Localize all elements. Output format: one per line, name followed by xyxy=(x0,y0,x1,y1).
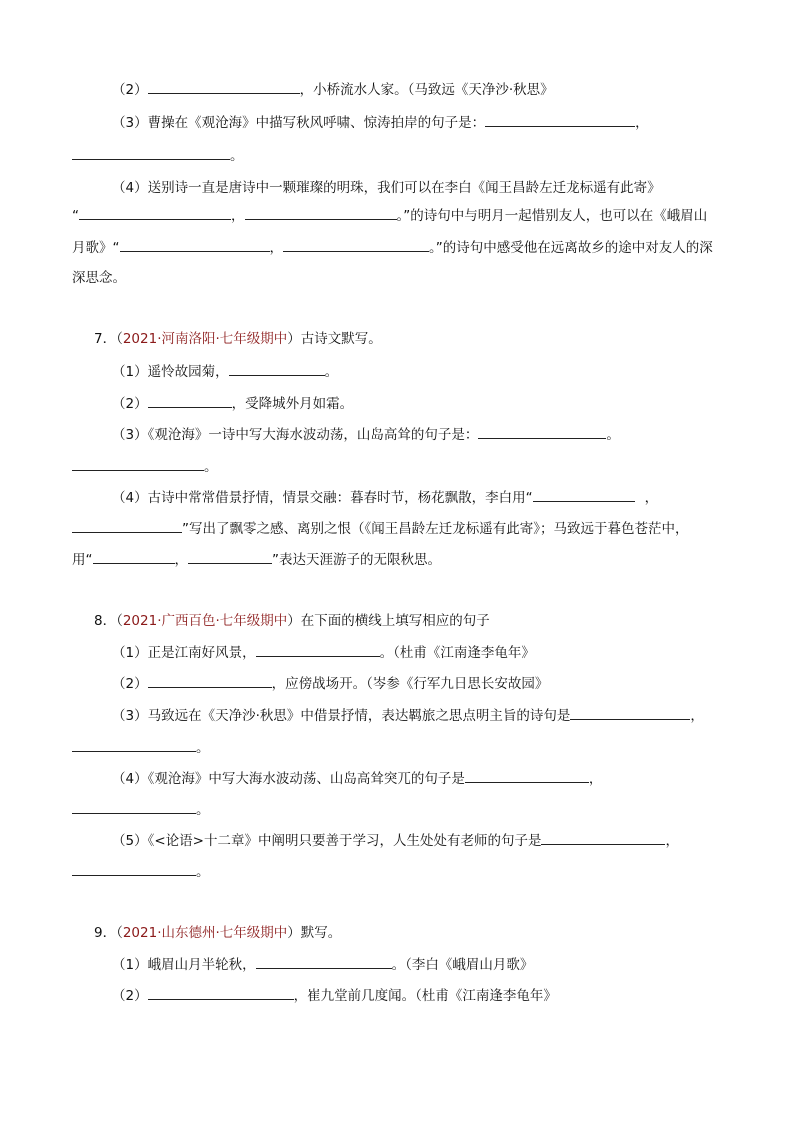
q6-line-5: “ ， 。”的诗句中与明月一起惜别友人，也可以在《峨眉山 xyxy=(72,208,708,224)
answer-blank[interactable] xyxy=(72,862,196,876)
answer-blank[interactable] xyxy=(148,80,300,94)
q8-line-5: （5）《<论语>十二章》中阐明只要善于学习，人生处处有老师的句子是 ， xyxy=(112,833,679,849)
answer-blank[interactable] xyxy=(570,706,690,720)
answer-blank[interactable] xyxy=(245,206,397,220)
q8-heading: 8．（2021·广西百色·七年级期中）在下面的横线上填写相应的句子 xyxy=(94,613,490,629)
q8-line-2: （2） ，应傍战场开。（岑参《行军九日思长安故园》 xyxy=(112,676,549,692)
q7-line-4: （4）古诗中常常借景抒情，情景交融：暮春时节，杨花飘散，李白用“ ， xyxy=(112,490,659,506)
answer-blank[interactable] xyxy=(256,643,380,657)
q6-line-4: （4）送别诗一直是唐诗中一颗璀璨的明珠，我们可以在李白《闻王昌龄左迁龙标遥有此寄》 xyxy=(112,180,661,196)
answer-blank[interactable] xyxy=(465,769,589,783)
q8-line-3b: 。 xyxy=(72,738,210,757)
answer-blank[interactable] xyxy=(229,362,325,376)
q7-line-6: 用“ ， ”表达天涯游子的无限秋思。 xyxy=(72,552,441,568)
question-source: 2021·河南洛阳·七年级期中 xyxy=(122,331,288,347)
question-source: 2021·广西百色·七年级期中 xyxy=(122,613,288,629)
q7-heading: 7．（2021·河南洛阳·七年级期中）古诗文默写。 xyxy=(94,331,382,347)
q8-line-5b: 。 xyxy=(72,862,210,881)
q8-line-3: （3）马致远在《天净沙·秋思》中借景抒情，表达羁旅之思点明主旨的诗句是 ， xyxy=(112,708,704,724)
q9-line-2: （2） ，崔九堂前几度闻。（杜甫《江南逢李龟年》 xyxy=(112,988,557,1004)
answer-blank[interactable] xyxy=(478,425,606,439)
q7-line-1: （1）遥怜故园菊， 。 xyxy=(112,364,339,380)
answer-blank[interactable] xyxy=(79,206,231,220)
answer-blank[interactable] xyxy=(72,146,230,160)
q7-line-5: ”写出了飘零之感、离别之恨（《闻王昌龄左迁龙标遥有此寄》；马致远于暮色苍茫中， xyxy=(72,519,689,538)
answer-blank[interactable] xyxy=(72,519,182,533)
q6-line-2: （2） ，小桥流水人家。（马致远《天净沙·秋思》 xyxy=(112,82,554,98)
answer-blank[interactable] xyxy=(72,457,204,471)
answer-blank[interactable] xyxy=(148,674,272,688)
answer-blank[interactable] xyxy=(93,550,175,564)
answer-blank[interactable] xyxy=(148,986,294,1000)
q8-line-4: （4）《观沧海》中写大海水波动荡、山岛高耸突兀的句子是 ， xyxy=(112,771,603,787)
answer-blank[interactable] xyxy=(283,238,429,252)
q7-line-3: （3）《观沧海》一诗中写大海水波动荡，山岛高耸的句子是： 。 xyxy=(112,427,620,443)
q6-line-3b: 。 xyxy=(72,146,244,165)
question-source: 2021·山东德州·七年级期中 xyxy=(122,925,288,941)
answer-blank[interactable] xyxy=(485,113,635,127)
q6-line-6: 月歌》“ ， 。”的诗句中感受他在远离故乡的途中对友人的深 xyxy=(72,240,713,256)
q6-line-7: 深思念。 xyxy=(72,270,126,286)
answer-blank[interactable] xyxy=(72,800,196,814)
q9-heading: 9．（2021·山东德州·七年级期中）默写。 xyxy=(94,925,342,941)
q6-line-3: （3）曹操在《观沧海》中描写秋风呼啸、惊涛拍岸的句子是： ， xyxy=(112,115,649,131)
answer-blank[interactable] xyxy=(148,394,232,408)
answer-blank[interactable] xyxy=(72,738,196,752)
answer-blank[interactable] xyxy=(541,831,665,845)
answer-blank[interactable] xyxy=(120,238,270,252)
q8-line-1: （1）正是江南好风景， 。（杜甫《江南逢李龟年》 xyxy=(112,645,535,661)
q7-line-3b: 。 xyxy=(72,457,218,476)
answer-blank[interactable] xyxy=(533,488,635,502)
answer-blank[interactable] xyxy=(256,955,392,969)
answer-blank[interactable] xyxy=(188,550,272,564)
q7-line-2: （2） ，受降城外月如霜。 xyxy=(112,396,354,412)
q9-line-1: （1）峨眉山月半轮秋， 。（李白《峨眉山月歌》 xyxy=(112,957,534,973)
q8-line-4b: 。 xyxy=(72,800,210,819)
